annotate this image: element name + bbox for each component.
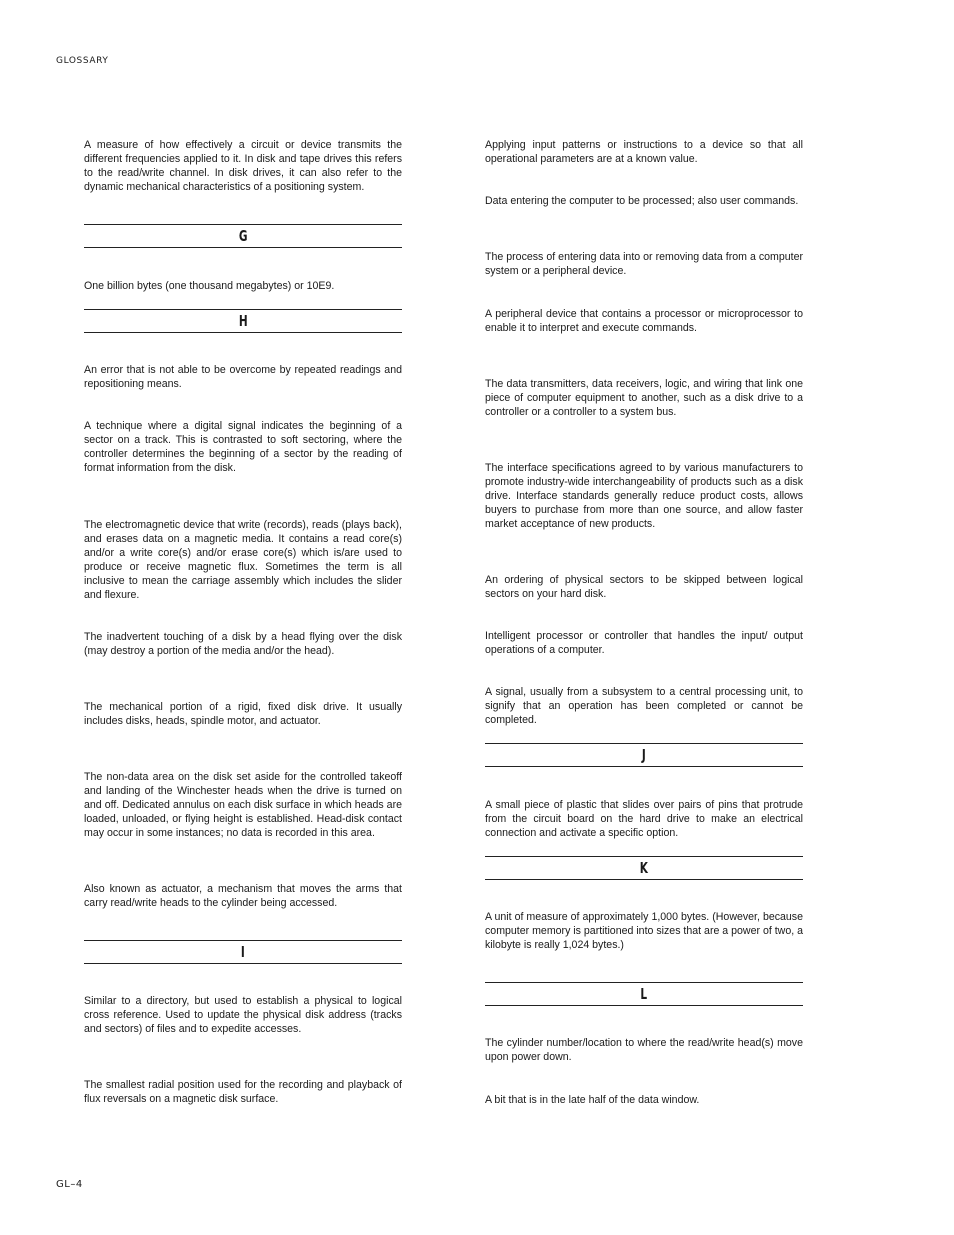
section-letter: H [238,312,248,330]
definition-jumper: A small piece of plastic that slides over pairs of pins that protrude from the circuit board on the hard drive to make an electrical connection and activate a specific option. [485,799,803,839]
definition-interrupt: A signal, usually from a subsystem to a central processing unit, to signify that an operation has been completed or cannot be completed. [485,686,803,726]
definition-head: The electromagnetic device that write (records), reads (plays back), and erases data on a magnetic media. It contains a read core(s) and/or a write core(s) and/or erase core(s) which is/are used to produce or receive magnetic flux. Sometimes the term is all inclusive to mean the carriage assembly which includes the slider and flexure. [84,519,402,601]
page-number: GL–4 [56,1179,83,1190]
definition-interface: The data transmitters, data receivers, logic, and wiring that link one piece of computer equipment to another, such as a disk drive to a controller or a controller to a system bus. [485,378,803,418]
section-header-l [485,982,803,1006]
definition-landing-zone: The non-data area on the disk set aside for the controlled takeoff and landing of the Winchester heads when the drive is turned on and off. Dedicated annulus on each disk surface in which heads are loaded, unloaded, or flying height is established. Head-disk contact may occur in some instances; no data is recorded in this area. [84,771,402,839]
definition-input: Data entering the computer to be processed; also user commands. [485,195,799,207]
definition-hard-error: An error that is not able to be overcome by repeated readings and repositioning means. [84,364,402,390]
definition-inside-diameter: The smallest radial position used for the recording and playback of flux reversals on a magnetic disk surface. [84,1079,402,1105]
section-header-k [485,856,803,880]
definition-head-crash: The inadvertent touching of a disk by a head flying over the disk (may destroy a portion of the media and/or the head). [84,631,402,657]
section-letter: K [639,859,649,877]
definition-interface-standard: The interface specifications agreed to by various manufacturers to promote industry-wide interchangeability of products such as a disk drive. Interface standards generally reduce product costs, allows buyers to purchase from more than one source, and allow faster market acceptance of new products. [485,462,803,530]
definition-interleave: An ordering of physical sectors to be skipped between logical sectors on your hard disk. [485,574,803,600]
definition-gigabyte: One billion bytes (one thousand megabytes) or 10E9. [84,280,335,292]
definition-late-bit: A bit that is in the late half of the data window. [485,1094,700,1106]
section-letter: G [238,227,248,245]
definition-intelligent-peripheral: A peripheral device that contains a processor or microprocessor to enable it to interpret and execute commands. [485,308,803,334]
section-header-h [84,309,402,333]
running-head: GLOSSARY [56,56,109,66]
section-letter: L [640,985,648,1003]
definition-hard-sectored: A technique where a digital signal indicates the beginning of a sector on a track. This is contrasted to soft sectoring, where the controller determines the beginning of a sector by the reading of format information from the disk. [84,420,402,474]
definition-initialization: Applying input patterns or instructions to a device so that all operational parameters are at a known value. [485,139,803,165]
definition-kilobyte: A unit of measure of approximately 1,000 bytes. (However, because computer memory is partitioned into sizes that are a power of two, a kilobyte is really 1,024 bytes.) [485,911,803,951]
definition-hda: The mechanical portion of a rigid, fixed disk drive. It usually includes disks, heads, spindle motor, and actuator. [84,701,402,727]
section-letter: J [642,746,646,764]
definition-landing-cylinder: The cylinder number/location to where the read/write head(s) move upon power down. [485,1037,803,1063]
definition-index: Similar to a directory, but used to establish a physical to logical cross reference. Used to update the physical disk address (tracks and sectors) of files and to expedite accesses. [84,995,402,1035]
definition-positioner: Also known as actuator, a mechanism that moves the arms that carry read/write heads to the cylinder being accessed. [84,883,402,909]
section-header-i [84,940,402,964]
section-header-j [485,743,803,767]
section-header-g [84,224,402,248]
definition-io-processor: Intelligent processor or controller that handles the input/ output operations of a computer. [485,630,803,656]
section-letter: I [241,943,245,961]
definition-input-output: The process of entering data into or removing data from a computer system or a peripheral device. [485,251,803,277]
definition-frequency-response: A measure of how effectively a circuit or device transmits the different frequencies applied to it. In disk and tape drives this refers to the read/write channel. In disk drives, it can also refer to the dynamic mechanical characteristics of a positioning system. [84,139,402,193]
